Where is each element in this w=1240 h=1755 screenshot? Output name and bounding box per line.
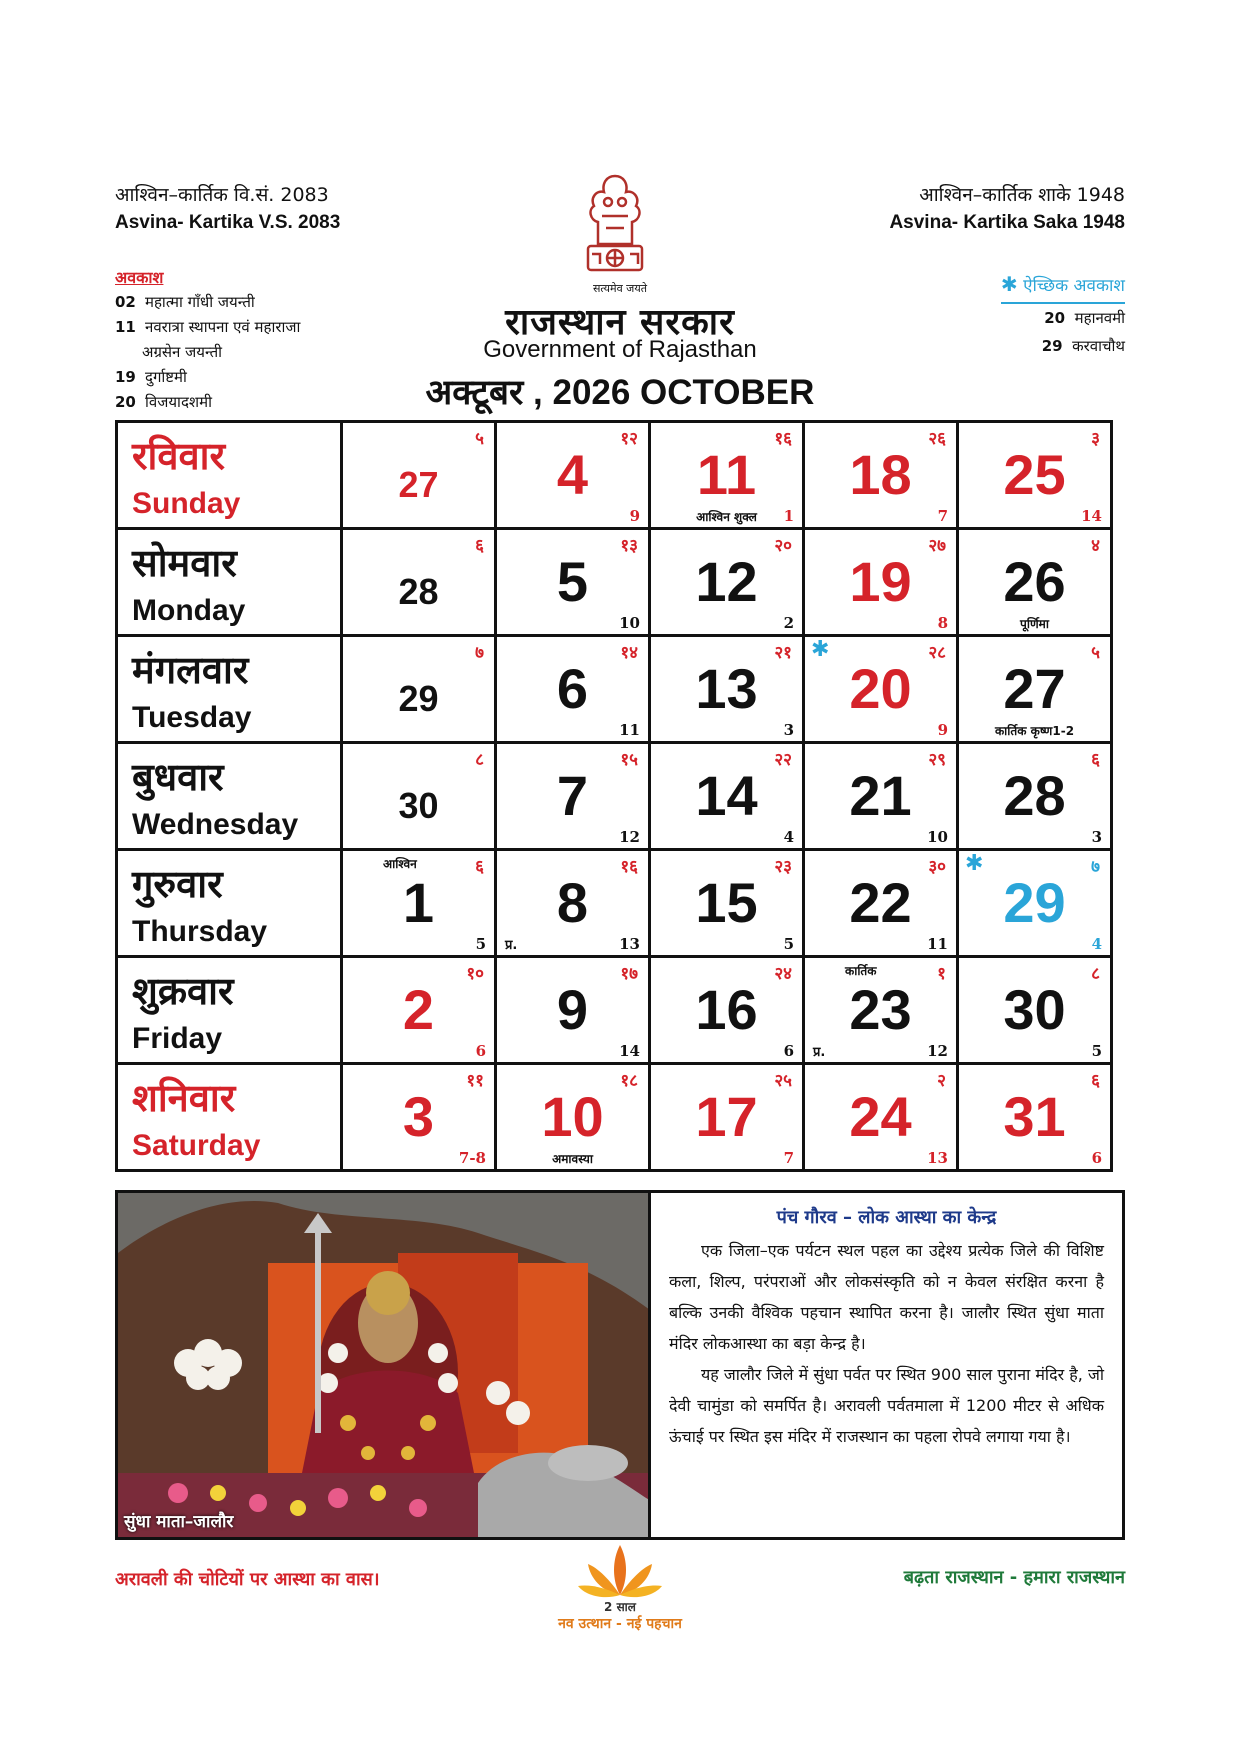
date-number: 1 — [402, 871, 435, 934]
hindu-date: ७ — [1091, 857, 1100, 877]
date-cell — [650, 422, 804, 529]
date-cell — [958, 1064, 1112, 1171]
date-cell — [342, 636, 496, 743]
header-right-english: Asvina- Kartika Saka 1948 — [889, 212, 1125, 233]
date-cell — [804, 1064, 958, 1171]
calendar-row — [117, 422, 1112, 529]
lunar-day: 11 — [619, 721, 640, 739]
hindu-date: २० — [774, 536, 792, 556]
hindu-date: १६ — [620, 857, 638, 877]
temple-photo — [115, 1190, 651, 1540]
lunar-day: 3 — [1091, 828, 1102, 846]
date-number: 26 — [1003, 550, 1066, 613]
weekday-label — [117, 957, 342, 1064]
date-number: 15 — [695, 871, 758, 934]
date-number: 28 — [1003, 764, 1066, 827]
calendar-row — [117, 743, 1112, 850]
hindu-date: २५ — [774, 1071, 792, 1091]
date-cell — [650, 957, 804, 1064]
lunar-day: 13 — [927, 1149, 948, 1167]
hindu-date: १० — [466, 964, 484, 984]
date-number: 14 — [695, 764, 758, 827]
date-number: 4 — [556, 443, 589, 506]
photo-caption: सुंधा माता–जालौर — [124, 1512, 234, 1532]
hindu-date: १७ — [620, 964, 638, 984]
date-cell — [342, 743, 496, 850]
month-title: अक्टूबर , 2026 OCTOBER — [425, 373, 815, 412]
weekday-english: Wednesday — [132, 808, 299, 841]
date-cell — [342, 957, 496, 1064]
date-cell — [804, 529, 958, 636]
optional-holiday-item: 20 महानवमी — [1044, 309, 1125, 327]
date-number: 7 — [556, 764, 589, 827]
date-number: 21 — [849, 764, 912, 827]
lunar-day: 6 — [1091, 1149, 1102, 1167]
optional-holiday-star-icon: ✱ — [965, 851, 984, 876]
date-number: 25 — [1003, 443, 1066, 506]
hindu-date: ४ — [1091, 536, 1100, 556]
hindu-date: २३ — [774, 857, 792, 877]
date-number: 8 — [556, 871, 589, 934]
date-cell — [650, 1064, 804, 1171]
calendar-grid — [115, 420, 1113, 1172]
article-paragraph-2: यह जालौर जिले में सुंधा पर्वत पर स्थित 900 साल पुराना मंदिर है, जो देवी चामुंडा को समर्पित है। अरावली पर्वतमाला में 1200 मीटर से अधिक ऊंचाई पर स्थित इस मंदिर में राजस्थान का पहला रोपवे लगाया गया है। — [669, 1365, 1104, 1446]
date-cell — [496, 957, 650, 1064]
date-number: 30 — [1003, 978, 1066, 1041]
pradosh-label: प्र. — [813, 1045, 826, 1060]
lunar-day: 10 — [927, 828, 948, 846]
hindu-date: २६ — [928, 429, 946, 449]
hindu-date: ५ — [1091, 643, 1100, 663]
holiday-item: 11 नवरात्रा स्थापना एवं महाराजा — [115, 318, 301, 336]
goddess-shrine-image — [118, 1193, 651, 1540]
calendar-row — [117, 1064, 1112, 1171]
weekday-label — [117, 1064, 342, 1171]
emblem-motto: सत्यमेव जयते — [592, 282, 647, 295]
weekday-english: Tuesday — [132, 701, 252, 734]
lunar-day: 5 — [783, 935, 794, 953]
date-number: 17 — [695, 1085, 758, 1148]
date-cell — [650, 636, 804, 743]
date-number: 27 — [398, 464, 439, 505]
date-number: 22 — [849, 871, 912, 934]
weekday-label — [117, 743, 342, 850]
weekday-hindi: सोमवार — [132, 540, 237, 585]
state-emblem-icon — [578, 172, 652, 292]
calendar-row — [117, 957, 1112, 1064]
lunar-day: 11 — [927, 935, 948, 953]
weekday-english: Sunday — [132, 487, 241, 520]
date-cell — [958, 529, 1112, 636]
hindu-date: ५ — [475, 429, 484, 449]
government-title-hindi: राजस्थान सरकार — [505, 301, 735, 343]
lunar-day: 9 — [937, 721, 948, 739]
date-cell — [650, 850, 804, 957]
header-left — [115, 182, 340, 236]
hindu-date: २४ — [774, 964, 792, 984]
hindu-date: १३ — [620, 536, 638, 556]
date-number: 5 — [556, 550, 589, 613]
date-cell — [804, 957, 958, 1064]
lunar-day: 1 — [783, 507, 794, 525]
lunar-day: 5 — [1091, 1042, 1102, 1060]
logo-years-text: 2 साल — [604, 1600, 636, 1614]
tithi-label: आश्विन शुक्ल — [696, 510, 757, 524]
date-cell — [804, 743, 958, 850]
article-box — [651, 1190, 1125, 1540]
weekday-hindi: रविवार — [132, 433, 226, 478]
weekday-hindi: शनिवार — [132, 1075, 236, 1120]
date-number: 23 — [849, 978, 912, 1041]
lunar-day: 14 — [619, 1042, 640, 1060]
optional-holidays-heading: ✱ ऐच्छिक अवकाश — [1001, 270, 1125, 304]
lunar-day: 8 — [937, 614, 948, 632]
tithi-label: पूर्णिमा — [1020, 617, 1049, 631]
hindu-date: ६ — [475, 857, 484, 877]
date-cell — [496, 850, 650, 957]
date-number: 19 — [849, 550, 912, 613]
hindu-date: ८ — [475, 750, 484, 770]
calendar-row — [117, 636, 1112, 743]
calendar-row — [117, 529, 1112, 636]
hindu-date: ६ — [1091, 1071, 1100, 1091]
date-cell — [958, 743, 1112, 850]
date-number: 12 — [695, 550, 758, 613]
lunar-day: 3 — [783, 721, 794, 739]
lunar-day: 4 — [1091, 935, 1102, 953]
lotus-logo-icon — [570, 1540, 670, 1600]
hindu-date: २७ — [928, 536, 946, 556]
date-cell — [958, 422, 1112, 529]
article-title: पंच गौरव – लोक आस्था का केन्द्र — [776, 1207, 997, 1228]
footer-left-slogan: अरावली की चोटियों पर आस्था का वास। — [115, 1569, 380, 1590]
date-cell — [496, 1064, 650, 1171]
hindu-date: ३ — [1091, 429, 1100, 449]
hindu-date: १२ — [620, 429, 638, 449]
lunar-day: 4 — [783, 828, 794, 846]
date-cell — [958, 957, 1112, 1064]
weekday-label — [117, 850, 342, 957]
date-cell — [804, 636, 958, 743]
weekday-label — [117, 422, 342, 529]
month-label: आश्विन — [383, 857, 417, 871]
holiday-item: अग्रसेन जयन्ती — [142, 343, 223, 361]
date-number: 3 — [402, 1085, 435, 1148]
lunar-day: 13 — [619, 935, 640, 953]
lunar-day: 5 — [475, 935, 486, 953]
lunar-day: 6 — [475, 1042, 486, 1060]
footer-right-slogan: बढ़ता राजस्थान - हमारा राजस्थान — [903, 1567, 1125, 1588]
hindu-date: २८ — [928, 643, 946, 663]
date-number: 13 — [695, 657, 758, 720]
date-cell — [958, 850, 1112, 957]
header-right-hindi: आश्विन–कार्तिक शाके 1948 — [919, 184, 1125, 206]
weekday-label — [117, 529, 342, 636]
hindu-date: १६ — [774, 429, 792, 449]
weekday-hindi: गुरुवार — [132, 861, 223, 906]
date-cell — [496, 529, 650, 636]
hindu-date: ११ — [466, 1071, 484, 1091]
date-cell — [496, 743, 650, 850]
date-number: 2 — [402, 978, 435, 1041]
date-number: 9 — [556, 978, 589, 1041]
date-cell — [958, 636, 1112, 743]
hindu-date: २२ — [774, 750, 792, 770]
holiday-item: 02 महात्मा गाँधी जयन्ती — [115, 293, 255, 311]
hindu-date: १४ — [620, 643, 638, 663]
hindu-date: ८ — [1091, 964, 1100, 984]
optional-holiday-item: 29 करवाचौथ — [1041, 337, 1125, 355]
month-label: कार्तिक — [845, 964, 877, 978]
tithi-label: कार्तिक कृष्ण1-2 — [994, 724, 1075, 738]
lunar-day: 12 — [619, 828, 640, 846]
lunar-day: 14 — [1081, 507, 1102, 525]
hindu-date: ७ — [475, 643, 484, 663]
lunar-day: 7 — [783, 1149, 794, 1167]
header-left-hindi: आश्विन–कार्तिक वि.सं. 2083 — [115, 184, 329, 206]
date-cell — [650, 529, 804, 636]
date-cell — [342, 1064, 496, 1171]
holiday-item: 20 विजयादशमी — [115, 393, 212, 411]
star-icon: ✱ — [1000, 272, 1018, 296]
hindu-date: ६ — [1091, 750, 1100, 770]
date-number: 29 — [1003, 871, 1066, 934]
weekday-english: Thursday — [132, 915, 268, 948]
optional-holiday-star-icon: ✱ — [811, 637, 830, 662]
weekday-hindi: बुधवार — [132, 754, 224, 799]
date-number: 10 — [541, 1085, 604, 1148]
holidays-heading: अवकाश — [115, 268, 164, 287]
header-left-english: Asvina- Kartika V.S. 2083 — [115, 212, 341, 233]
date-number: 28 — [398, 571, 439, 612]
date-number: 31 — [1003, 1085, 1066, 1148]
hindu-date: १८ — [620, 1071, 638, 1091]
holidays-list — [115, 265, 300, 415]
tithi-label: अमावस्या — [552, 1152, 593, 1166]
header-right — [889, 182, 1125, 236]
lunar-day: 12 — [927, 1042, 948, 1060]
weekday-label — [117, 636, 342, 743]
hindu-date: ६ — [475, 536, 484, 556]
government-title-english: Government of Rajasthan — [483, 336, 757, 363]
date-cell — [496, 422, 650, 529]
date-cell — [342, 529, 496, 636]
weekday-hindi: मंगलवार — [132, 647, 249, 692]
weekday-english: Saturday — [132, 1129, 261, 1162]
date-number: 27 — [1003, 657, 1066, 720]
hindu-date: १५ — [620, 750, 638, 770]
logo-tagline: नव उत्थान - नई पहचान — [558, 1616, 682, 1632]
weekday-hindi: शुक्रवार — [132, 968, 234, 1013]
weekday-english: Monday — [132, 594, 246, 627]
lunar-day: 10 — [619, 614, 640, 632]
hindu-date: ३० — [928, 857, 946, 877]
date-number: 18 — [849, 443, 912, 506]
date-cell — [804, 422, 958, 529]
date-cell — [342, 422, 496, 529]
date-number: 24 — [849, 1085, 912, 1148]
date-number: 11 — [696, 443, 757, 506]
date-number: 6 — [556, 657, 589, 720]
hindu-date: २९ — [928, 750, 946, 770]
date-number: 20 — [849, 657, 912, 720]
article-paragraph-1: एक जिला–एक पर्यटन स्थल पहल का उद्देश्य प्रत्येक जिले की विशिष्ट कला, शिल्प, परंपराओं और लोकसंस्कृति को न केवल संरक्षित करना है बल्कि उनकी वैश्विक पहचान स्थापित करना है। जालौर स्थित सुंधा माता मंदिर लोकआस्था का बड़ा केन्द्र है। — [669, 1241, 1104, 1353]
lunar-day: 2 — [783, 614, 794, 632]
date-cell — [496, 636, 650, 743]
pradosh-label: प्र. — [505, 938, 518, 953]
lunar-day: 7 — [937, 507, 948, 525]
hindu-date: २ — [937, 1071, 946, 1091]
weekday-english: Friday — [132, 1022, 223, 1055]
holiday-item: 19 दुर्गाष्टमी — [115, 368, 187, 386]
date-number: 29 — [398, 678, 439, 719]
optional-holidays — [1001, 270, 1125, 360]
date-number: 30 — [398, 785, 439, 826]
date-number: 16 — [695, 978, 758, 1041]
lunar-day: 6 — [783, 1042, 794, 1060]
calendar-row — [117, 850, 1112, 957]
lunar-day: 7-8 — [458, 1149, 486, 1167]
lunar-day: 9 — [629, 507, 640, 525]
date-cell — [804, 850, 958, 957]
date-cell — [342, 850, 496, 957]
date-cell — [650, 743, 804, 850]
hindu-date: १ — [937, 964, 946, 984]
hindu-date: २१ — [774, 643, 792, 663]
